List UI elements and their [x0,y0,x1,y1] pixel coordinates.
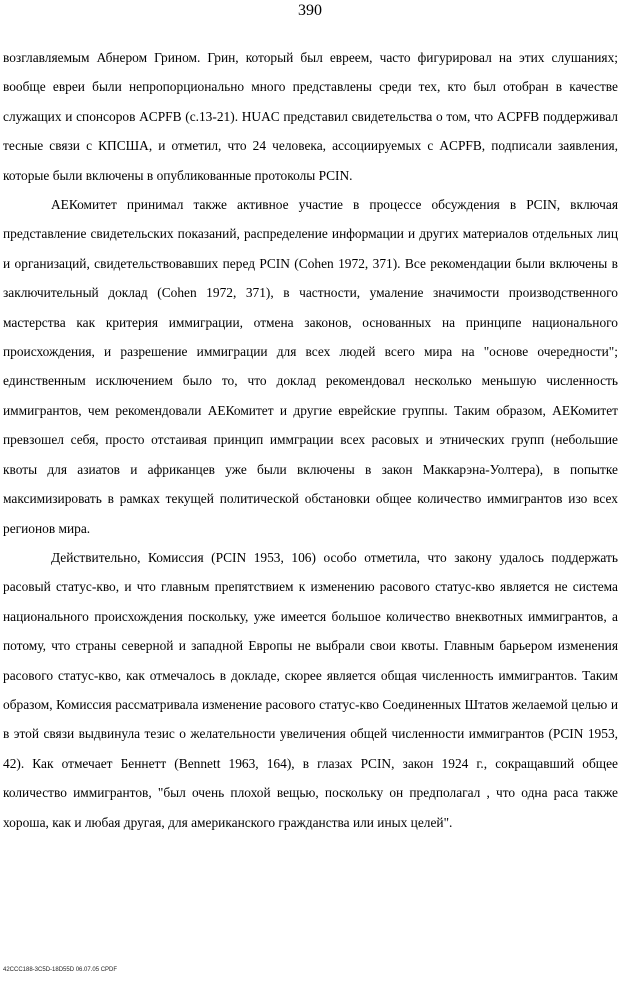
paragraph-2: АЕКомитет принимал также активное участие в процессе обсуждения в PCIN, включая представление свидетельских показаний, распределение информации и других материалов отдельных лиц и организаций, свидетельствовавших перед PCIN (Cohen 1972, 371). Все рекомендации были включены в заключительный доклад (Cohen 1972, 371), в частности, умаление значимости производственного мастерства как критерия иммиграции, отмена законов, основанных на принципе национального происхождения, и разрешение иммиграции для всех людей всего мира на "основе очередности"; единственным исключением было то, что доклад рекомендовал несколько меньшую численность иммигрантов, чем рекомендовали АЕКомитет и другие еврейские группы. Таким образом, АЕКомитет превзошел себя, просто отстаивая принцип иммграции всех расовых и этнических групп (небольшие квоты для азиатов и африканцев уже были включены в закон Маккарэна-Уолтера), в попытке максимизировать в рамках текущей политической обстановки общее количество иммигрантов изо всех регионов мира. [3,197,618,536]
body-text [3,43,618,837]
paragraph-3: Действительно, Комиссия (PCIN 1953, 106) особо отметила, что закону удалось поддержать расовый статус-кво, и что главным препятствием к изменению расового статус-кво является не система национального происхождения поскольку, уже имеется большое количество внеквотных иммигрантов, а потому, что страны северной и западной Европы не выбрали свои квоты. Главным барьером изменения расового статус-кво, как отмечалось в докладе, скорее является общая численность иммигрантов. Таким образом, Комиссия рассматривала изменение расового статус-кво Соединенных Штатов желаемой целью и в этой связи выдвинула тезис о желательности увеличения общей численности иммигрантов (PCIN 1953, 42). Как отмечает Беннетт (Bennett 1963, 164), в глазах PCIN, закон 1924 г., сокращавший общее количество иммигрантов, "был очень плохой вещью, поскольку он предполагал , что одна раса также хороша, как и любая другая, для американского гражданства или иных целей". [3,549,618,830]
page-number: 390 [298,2,322,19]
footer-id: 42CCC188-3C5D-18D55D 06.07.05 CPDF [3,967,118,973]
paragraph-1: возглавляемым Абнером Грином. Грин, который был евреем, часто фигурировал на этих слушаниях; вообще евреи были непропорционально много представлены среди тех, кто был отобран в качестве служащих и спонсоров ACPFB (c.13-21). HUAC представил свидетельства о том, что ACPFB поддерживал тесные связи с КПСША, и отметил, что 24 человека, ассоциируемых с ACPFB, подписали заявления, которые были включены в опубликованные протоколы PCIN. [3,50,618,183]
